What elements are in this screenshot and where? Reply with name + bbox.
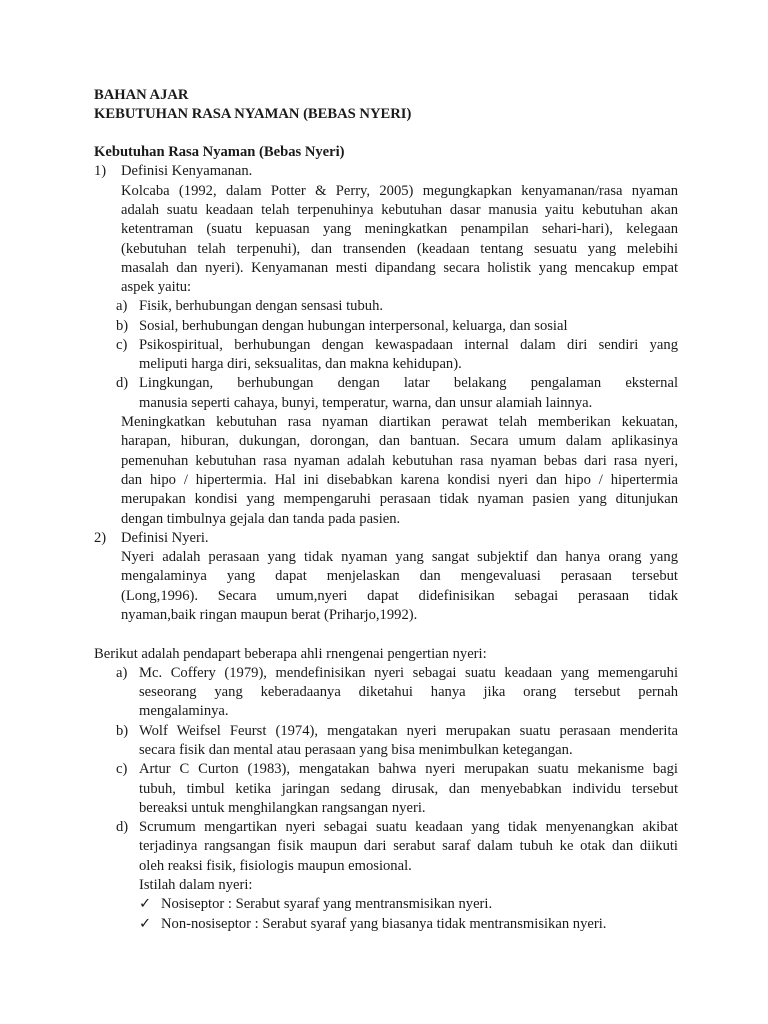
checkmark-icon: ✓ (139, 916, 152, 932)
list-item: Fisik, berhubungan dengan sensasi tubuh. (139, 298, 384, 314)
list-item: bereaksi untuk menghilangkan rangsangan nyeri. (139, 800, 426, 816)
term-text: Nosiseptor : Serabut syaraf yang mentransmisikan nyeri. (161, 896, 493, 912)
term-text: Non-nosiseptor : Serabut syaraf yang biasanya tidak mentransmisikan nyeri. (161, 916, 607, 932)
list-label: d) (116, 819, 129, 835)
experts-intro: Berikut adalah pendapart beberapa ahli rnengenai pengertian nyeri: (94, 646, 487, 662)
term-item (139, 915, 606, 934)
paragraph-line: harapan, hiburan, dukungan, dorongan, dan bantuan. Secara umum dalam aplikasinya (121, 433, 678, 449)
list-label: c) (116, 337, 128, 353)
list-item: Psikospiritual, berhubungan dengan kewaspadaan internal dalam diri sendiri yang (139, 337, 678, 353)
list-item: meliputi harga diri, seksualitas, dan makna kehidupan). (139, 356, 462, 372)
doc-title-2: KEBUTUHAN RASA NYAMAN (BEBAS NYERI) (94, 106, 412, 122)
list-item: Scrumum mengartikan nyeri sebagai suatu keadaan yang tidak menyenangkan akibat (139, 819, 678, 835)
paragraph-line: mengalaminya yang dapat menjelaskan dan mengevaluasi perasaan tersebut (121, 568, 678, 584)
list-item: mengalaminya. (139, 703, 229, 719)
list-item: secara fisik dan mental atau perasaan yang bisa menimbulkan ketegangan. (139, 742, 573, 758)
paragraph-line: dan hipo / hipertermia. Hal ini disebabkan karena kondisi nyeri dan hipo / hipertermia (121, 472, 678, 488)
list-label: a) (116, 665, 128, 681)
section-heading: Kebutuhan Rasa Nyaman (Bebas Nyeri) (94, 144, 345, 160)
paragraph-line: ketentraman (suatu kepuasan yang meningkatkan penampilan sehari-hari), kelegaan (121, 221, 678, 237)
paragraph-line: nyaman,baik ringan maupun berat (Priharjo,1992). (121, 607, 418, 623)
paragraph-line: (Long,1996). Secara umum,nyeri dapat didefinisikan sebagai perasaan tidak (121, 588, 678, 604)
list-item: oleh reaksi fisik, fisiologis maupun emosional. (139, 858, 412, 874)
paragraph-line: Meningkatkan kebutuhan rasa nyaman diartikan perawat telah memberikan kekuatan, (121, 414, 678, 430)
list-label: c) (116, 761, 128, 777)
list-item: tubuh, timbul ketika jaringan sedang dirusak, dan menyebabkan individu tersebut (139, 781, 678, 797)
paragraph-line: merupakan kondisi yang mempengaruhi perasaan tidak nyaman pasien yang ditunjukan (121, 491, 678, 507)
item-heading-2: Definisi Nyeri. (121, 530, 209, 546)
list-item: Artur C Curton (1983), mengatakan bahwa nyeri merupakan suatu mekanisme bagi (139, 761, 678, 777)
doc-title-1: BAHAN AJAR (94, 87, 189, 103)
paragraph-line: (kebutuhan telah terpenuhi), dan transenden (keadaan tentang sesuatu yang melebihi (121, 241, 678, 257)
item-number-1: 1) (94, 163, 107, 179)
checkmark-icon: ✓ (139, 896, 152, 912)
list-label: a) (116, 298, 128, 314)
list-item: Wolf Weifsel Feurst (1974), mengatakan nyeri merupakan suatu perasaan menderita (139, 723, 678, 739)
list-item: Lingkungan, berhubungan dengan latar belakang pengalaman eksternal (139, 375, 678, 391)
paragraph-line: masalah dan nyeri). Kenyamanan mesti dipandang secara holistik yang mencakup empat (121, 260, 678, 276)
paragraph-line: dengan timbulnya gejala dan tanda pada pasien. (121, 511, 401, 527)
list-item: Mc. Coffery (1979), mendefinisikan nyeri sebagai suatu keadaan yang memengaruhi (139, 665, 678, 681)
paragraph-line: aspek yaitu: (121, 279, 192, 295)
terms-heading: Istilah dalam nyeri: (139, 877, 253, 893)
list-item: manusia seperti cahaya, bunyi, temperatur, warna, dan unsur alamiah lainnya. (139, 395, 593, 411)
item-number-2: 2) (94, 530, 107, 546)
list-item: seseorang yang keberadaanya diketahui hanya jika orang tersebut pernah (139, 684, 678, 700)
paragraph-line: adalah suatu keadaan telah terpenuhinya kebutuhan dasar manusia yaitu kebutuhan akan (121, 202, 678, 218)
paragraph-line: pemenuhan kebutuhan rasa nyaman adalah kebutuhan rasa nyaman bebas dari rasa nyeri, (121, 453, 678, 469)
item-heading-1: Definisi Kenyamanan. (121, 163, 253, 179)
list-label: b) (116, 723, 129, 739)
list-label: b) (116, 318, 129, 334)
term-item (139, 895, 492, 914)
list-item: Sosial, berhubungan dengan hubungan interpersonal, keluarga, dan sosial (139, 318, 568, 334)
paragraph-line: Kolcaba (1992, dalam Potter & Perry, 2005) megungkapkan kenyamanan/rasa nyaman (121, 183, 678, 199)
list-item: terjadinya rangsangan fisik maupun dari serabut saraf dalam tubuh ke otak dan diikuti (139, 838, 678, 854)
paragraph-line: Nyeri adalah perasaan yang tidak nyaman yang sangat subjektif dan hanya orang yang (121, 549, 678, 565)
list-label: d) (116, 375, 129, 391)
